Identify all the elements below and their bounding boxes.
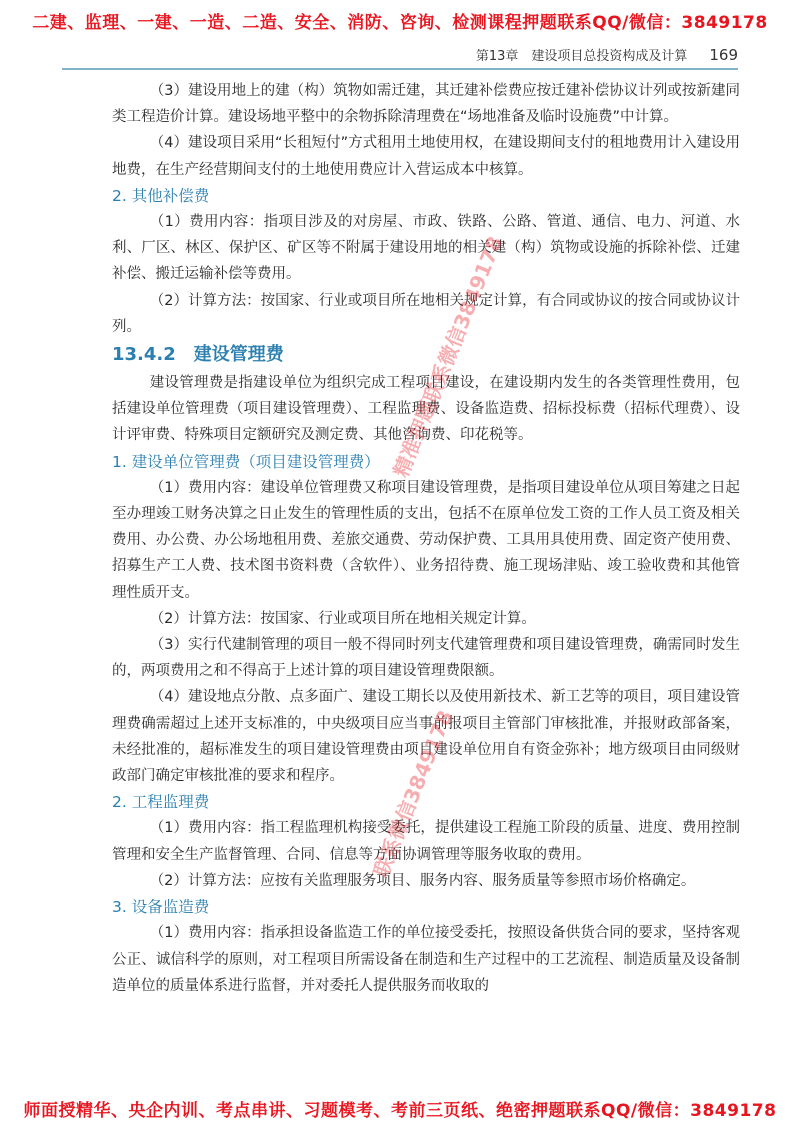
subheading-equipment-supervision-fee: 3. 设备监造费 (112, 898, 210, 917)
bottom-ad-banner: 师面授精华、央企内训、考点串讲、习题模考、考前三页纸、绝密押题联系QQ/微信：3849178 (23, 1101, 777, 1121)
paragraph: （1）费用内容：建设单位管理费又称项目建设管理费，是指项目建设单位从项目筹建之日起至办理竣工财务决算之日止发生的管理性质的支出，包括不在原单位发工资的工作人员工资及相关费用、办公费、办公场地租用费、差旅交通费、劳动保护费、工具用具使用费、固定资产使用费、招募生产工人费、技术图书资料费（含软件）、业务招待费、施工现场津贴、竣工验收费和其他管理性质开支。 (112, 479, 740, 601)
subheading-construction-unit-fee: 1. 建设单位管理费（项目建设管理费） (112, 452, 380, 471)
subheading-supervision-fee: 2. 工程监理费 (112, 793, 210, 812)
watermark: 联系微信3849178 (368, 706, 458, 881)
paragraph: （3）建设用地上的建（构）筑物如需迁建，其迁建补偿费应按迁建补偿协议计列或按新建同类工程造价计算。建设场地平整中的余物拆除清理费在“场地准备及临时设施费”中计算。 (112, 83, 740, 126)
top-ad-banner: 二建、监理、一建、一造、二造、安全、消防、咨询、检测课程押题联系QQ/微信：3849178 (32, 13, 768, 33)
watermark: 精准押题联系微信3849178 (388, 232, 508, 481)
subheading-other-compensation: 2. 其他补偿费 (112, 186, 210, 205)
paragraph: 建设管理费是指建设单位为组织完成工程项目建设，在建设期内发生的各类管理性费用，包括建设单位管理费（项目建设管理费）、工程监理费、设备监造费、招标投标费（招标代理费）、设计评审费、特殊项目定额研究及测定费、其他咨询费、印花税等。 (112, 375, 740, 444)
section-title: 建设管理费 (193, 344, 284, 366)
running-header (476, 45, 738, 64)
paragraph: （4）建设项目采用“长租短付”方式租用土地使用权，在建设期间支付的租地费用计入建设用地费，在生产经营期间支付的土地使用费应计入营运成本中核算。 (112, 135, 740, 178)
paragraph: （1）费用内容：指项目涉及的对房屋、市政、铁路、公路、管道、通信、电力、河道、水利、厂区、林区、保护区、矿区等不附属于建设用地的相关建（构）筑物或设施的拆除补偿、迁建补偿、搬迁运输补偿等费用。 (112, 214, 740, 283)
section-number: 13.4.2 (112, 344, 176, 366)
chapter-title: 第13章 建设项目总投资构成及计算 (475, 49, 688, 64)
paragraph: （2）计算方法：应按有关监理服务项目、服务内容、服务质量等参照市场价格确定。 (149, 872, 696, 889)
page-number: 169 (709, 46, 738, 64)
paragraph: （1）费用内容：指承担设备监造工作的单位接受委托，按照设备供货合同的要求，坚持客观公正、诚信科学的原则，对工程项目所需设备在制造和生产过程中的工艺流程、制造质量及设备制造单位的质量体系进行监督，并对委托人提供服务而收取的 (112, 925, 740, 994)
paragraph: （4）建设地点分散、点多面广、建设工期长以及使用新技术、新工艺等的项目，项目建设管理费确需超过上述开支标准的，中央级项目应当事前报项目主管部门审核批准，并报财政部备案，未经批准的，超标准发生的项目建设管理费由项目建设单位用自有资金弥补；地方级项目由同级财政部门确定审核批准的要求和程序。 (112, 689, 740, 785)
paragraph: （2）计算方法：按国家、行业或项目所在地相关规定计算。 (149, 610, 536, 627)
paragraph: （3）实行代建制管理的项目一般不得同时列支代建管理费和项目建设管理费，确需同时发生的，两项费用之和不得高于上述计算的项目建设管理费限额。 (112, 637, 740, 680)
paragraph: （2）计算方法：按国家、行业或项目所在地相关规定计算，有合同或协议的按合同或协议计列。 (112, 292, 740, 335)
paragraph: （1）费用内容：指工程监理机构接受委托，提供建设工程施工阶段的质量、进度、费用控制管理和安全生产监督管理、合同、信息等方面协调管理等服务收取的费用。 (112, 820, 740, 863)
page-body (112, 78, 740, 999)
header-rule (62, 68, 738, 70)
